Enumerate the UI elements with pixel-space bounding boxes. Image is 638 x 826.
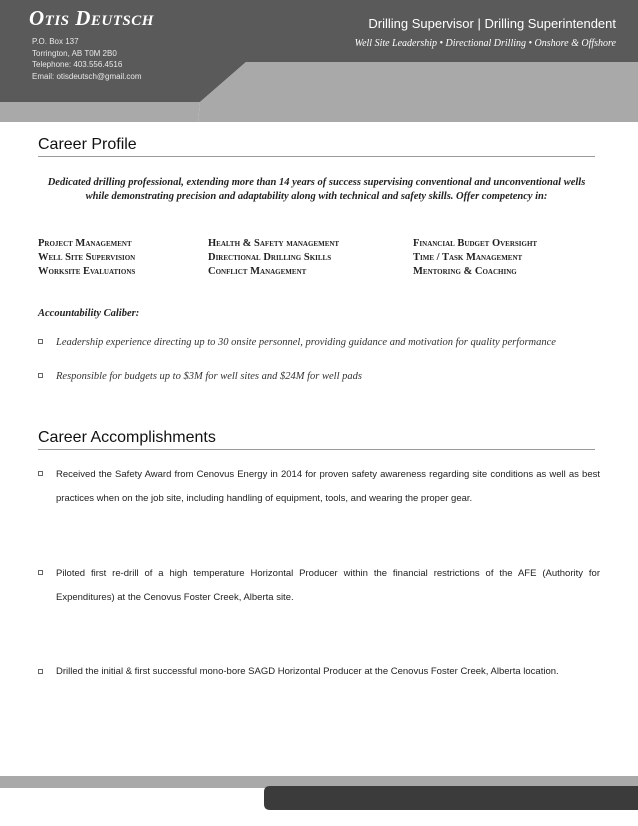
accomplishment-item: Piloted first re-drill of a high temperature Horizontal Producer within the financial restrictions of the AFE (Authority for Expenditures) at the Cenovus Foster Creek, Alberta site. bbox=[56, 568, 600, 603]
competency-column-1 bbox=[38, 237, 135, 279]
section-heading-career-accomplishments: Career Accomplishments bbox=[38, 429, 595, 450]
job-tagline: Well Site Leadership • Directional Drilling • Onshore & Offshore bbox=[354, 38, 616, 49]
contact-po-box: P.O. Box 137 bbox=[32, 37, 79, 46]
accountability-item: Responsible for budgets up to $3M for well sites and $24M for well pads bbox=[56, 371, 362, 382]
bullet-square-icon bbox=[38, 669, 43, 674]
footer-shape bbox=[0, 776, 638, 826]
competency-item: Well Site Supervision bbox=[38, 252, 136, 263]
list-item bbox=[38, 562, 600, 610]
accountability-title: Accountability Caliber: bbox=[38, 308, 140, 319]
contact-address: Torrington, AB T0M 2B0 bbox=[32, 48, 117, 58]
section-heading-career-profile: Career Profile bbox=[38, 136, 595, 157]
bullet-square-icon bbox=[38, 339, 43, 344]
bullet-square-icon bbox=[38, 471, 43, 476]
contact-email[interactable]: Email: otisdeutsch@gmail.com bbox=[32, 71, 142, 81]
contact-block bbox=[32, 36, 142, 82]
competency-column-3 bbox=[413, 237, 537, 279]
list-item bbox=[38, 369, 600, 384]
candidate-name: Otis Deutsch bbox=[29, 6, 154, 30]
competency-item: Mentoring & Coaching bbox=[413, 266, 517, 277]
competency-item: Financial Budget Oversight bbox=[413, 238, 538, 249]
competency-item: Worksite Evaluations bbox=[38, 266, 136, 277]
accomplishment-item: Received the Safety Award from Cenovus Energy in 2014 for proven safety awareness regarding site conditions as well as best practices when on the job site, including handling of equipment, tools, and wearing the proper gear. bbox=[56, 469, 600, 504]
list-item bbox=[38, 335, 600, 350]
footer-band bbox=[0, 776, 638, 826]
competency-item: Conflict Management bbox=[208, 266, 307, 277]
competency-item: Directional Drilling Skills bbox=[208, 252, 332, 263]
competency-item: Time / Task Management bbox=[413, 252, 523, 263]
bullet-square-icon bbox=[38, 373, 43, 378]
competency-item: Health & Safety management bbox=[208, 238, 340, 249]
competency-column-2 bbox=[208, 237, 339, 279]
bullet-square-icon bbox=[38, 570, 43, 575]
job-title: Drilling Supervisor | Drilling Superintendent bbox=[368, 16, 616, 31]
list-item bbox=[38, 665, 600, 679]
competency-item: Project Management bbox=[38, 238, 132, 249]
list-item bbox=[38, 463, 600, 511]
profile-summary: Dedicated drilling professional, extending more than 14 years of success supervising conventional and unconventional wells while demonstrating precision and adaptability along with technical and safety skills. Offer competency in: bbox=[47, 177, 586, 202]
accountability-item: Leadership experience directing up to 30 onsite personnel, providing guidance and motivation for quality performance bbox=[56, 337, 556, 348]
contact-telephone: Telephone: 403.556.4516 bbox=[32, 60, 123, 69]
accomplishment-item: Drilled the initial & first successful mono-bore SAGD Horizontal Producer at the Cenovus Foster Creek, Alberta location. bbox=[56, 666, 559, 677]
